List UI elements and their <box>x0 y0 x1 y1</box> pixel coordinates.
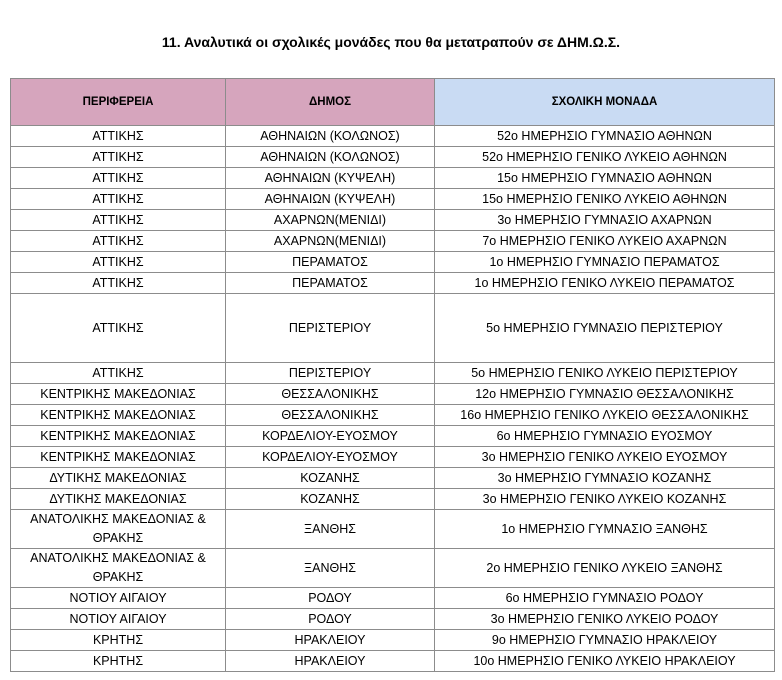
table-row <box>11 363 775 384</box>
cell-dimos: ΑΘΗΝΑΙΩΝ (ΚΥΨΕΛΗ) <box>226 189 435 210</box>
cell-dimos: ΑΘΗΝΑΙΩΝ (ΚΟΛΩΝΟΣ) <box>226 147 435 168</box>
table-row <box>11 549 775 588</box>
cell-dimos: ΠΕΡΑΜΑΤΟΣ <box>226 273 435 294</box>
cell-region: ΑΤΤΙΚΗΣ <box>11 147 226 168</box>
table-row <box>11 126 775 147</box>
cell-region: ΑΤΤΙΚΗΣ <box>11 363 226 384</box>
cell-school: 1ο ΗΜΕΡΗΣΙΟ ΓΕΝΙΚΟ ΛΥΚΕΙΟ ΠΕΡΑΜΑΤΟΣ <box>435 273 775 294</box>
cell-region: ΔΥΤΙΚΗΣ ΜΑΚΕΔΟΝΙΑΣ <box>11 489 226 510</box>
table-header-row <box>11 79 775 126</box>
cell-region: ΑΤΤΙΚΗΣ <box>11 231 226 252</box>
cell-school: 3ο ΗΜΕΡΗΣΙΟ ΓΕΝΙΚΟ ΛΥΚΕΙΟ ΕΥΟΣΜΟΥ <box>435 447 775 468</box>
cell-region: ΑΤΤΙΚΗΣ <box>11 210 226 231</box>
cell-region: ΑΤΤΙΚΗΣ <box>11 273 226 294</box>
schools-table <box>10 78 775 672</box>
cell-school: 6ο ΗΜΕΡΗΣΙΟ ΓΥΜΝΑΣΙΟ ΡΟΔΟΥ <box>435 588 775 609</box>
cell-region: ΑΤΤΙΚΗΣ <box>11 126 226 147</box>
cell-region: ΔΥΤΙΚΗΣ ΜΑΚΕΔΟΝΙΑΣ <box>11 468 226 489</box>
cell-dimos: ΗΡΑΚΛΕΙΟΥ <box>226 651 435 672</box>
cell-dimos: ΠΕΡΙΣΤΕΡΙΟΥ <box>226 294 435 363</box>
cell-school: 16ο ΗΜΕΡΗΣΙΟ ΓΕΝΙΚΟ ΛΥΚΕΙΟ ΘΕΣΣΑΛΟΝΙΚΗΣ <box>435 405 775 426</box>
cell-school: 9ο ΗΜΕΡΗΣΙΟ ΓΥΜΝΑΣΙΟ ΗΡΑΚΛΕΙΟΥ <box>435 630 775 651</box>
cell-region: ΚΡΗΤΗΣ <box>11 651 226 672</box>
cell-school: 52ο ΗΜΕΡΗΣΙΟ ΓΥΜΝΑΣΙΟ ΑΘΗΝΩΝ <box>435 126 775 147</box>
table-row <box>11 447 775 468</box>
cell-dimos: ΑΘΗΝΑΙΩΝ (ΚΟΛΩΝΟΣ) <box>226 126 435 147</box>
cell-school: 7ο ΗΜΕΡΗΣΙΟ ΓΕΝΙΚΟ ΛΥΚΕΙΟ ΑΧΑΡΝΩΝ <box>435 231 775 252</box>
table-row <box>11 630 775 651</box>
cell-region: ΝΟΤΙΟΥ ΑΙΓΑΙΟΥ <box>11 588 226 609</box>
table-row <box>11 426 775 447</box>
table-row <box>11 510 775 549</box>
cell-school: 3ο ΗΜΕΡΗΣΙΟ ΓΕΝΙΚΟ ΛΥΚΕΙΟ ΚΟΖΑΝΗΣ <box>435 489 775 510</box>
cell-school: 1ο ΗΜΕΡΗΣΙΟ ΓΥΜΝΑΣΙΟ ΞΑΝΘΗΣ <box>435 510 775 549</box>
cell-dimos: ΚΟΖΑΝΗΣ <box>226 489 435 510</box>
cell-school: 3ο ΗΜΕΡΗΣΙΟ ΓΕΝΙΚΟ ΛΥΚΕΙΟ ΡΟΔΟΥ <box>435 609 775 630</box>
cell-dimos: ΘΕΣΣΑΛΟΝΙΚΗΣ <box>226 405 435 426</box>
cell-school: 5ο ΗΜΕΡΗΣΙΟ ΓΕΝΙΚΟ ΛΥΚΕΙΟ ΠΕΡΙΣΤΕΡΙΟΥ <box>435 363 775 384</box>
cell-dimos: ΡΟΔΟΥ <box>226 609 435 630</box>
cell-dimos: ΚΟΖΑΝΗΣ <box>226 468 435 489</box>
cell-region: ΑΤΤΙΚΗΣ <box>11 189 226 210</box>
page-title: 11. Αναλυτικά οι σχολικές μονάδες που θα μετατραπούν σε ΔΗΜ.Ω.Σ. <box>161 34 621 50</box>
table-row <box>11 489 775 510</box>
cell-dimos: ΠΕΡΑΜΑΤΟΣ <box>226 252 435 273</box>
cell-dimos: ΚΟΡΔΕΛΙΟΥ-ΕΥΟΣΜΟΥ <box>226 447 435 468</box>
cell-region: ΚΕΝΤΡΙΚΗΣ ΜΑΚΕΔΟΝΙΑΣ <box>11 384 226 405</box>
table-row <box>11 588 775 609</box>
header-region: ΠΕΡΙΦΕΡΕΙΑ <box>11 79 226 126</box>
cell-dimos: ΠΕΡΙΣΤΕΡΙΟΥ <box>226 363 435 384</box>
cell-school: 12ο ΗΜΕΡΗΣΙΟ ΓΥΜΝΑΣΙΟ ΘΕΣΣΑΛΟΝΙΚΗΣ <box>435 384 775 405</box>
cell-school: 15ο ΗΜΕΡΗΣΙΟ ΓΥΜΝΑΣΙΟ ΑΘΗΝΩΝ <box>435 168 775 189</box>
cell-school: 2ο ΗΜΕΡΗΣΙΟ ΓΕΝΙΚΟ ΛΥΚΕΙΟ ΞΑΝΘΗΣ <box>435 549 775 588</box>
cell-dimos: ΡΟΔΟΥ <box>226 588 435 609</box>
cell-region: ΚΕΝΤΡΙΚΗΣ ΜΑΚΕΔΟΝΙΑΣ <box>11 426 226 447</box>
header-school: ΣΧΟΛΙΚΗ ΜΟΝΑΔΑ <box>435 79 775 126</box>
cell-region: ΝΟΤΙΟΥ ΑΙΓΑΙΟΥ <box>11 609 226 630</box>
cell-dimos: ΞΑΝΘΗΣ <box>226 510 435 549</box>
cell-region: ΚΕΝΤΡΙΚΗΣ ΜΑΚΕΔΟΝΙΑΣ <box>11 405 226 426</box>
table-row <box>11 384 775 405</box>
cell-school: 6ο ΗΜΕΡΗΣΙΟ ΓΥΜΝΑΣΙΟ ΕΥΟΣΜΟΥ <box>435 426 775 447</box>
table-row <box>11 231 775 252</box>
cell-region: ΑΤΤΙΚΗΣ <box>11 294 226 363</box>
cell-dimos: ΑΘΗΝΑΙΩΝ (ΚΥΨΕΛΗ) <box>226 168 435 189</box>
header-dimos: ΔΗΜΟΣ <box>226 79 435 126</box>
cell-school: 52ο ΗΜΕΡΗΣΙΟ ΓΕΝΙΚΟ ΛΥΚΕΙΟ ΑΘΗΝΩΝ <box>435 147 775 168</box>
table-row <box>11 609 775 630</box>
cell-dimos: ΘΕΣΣΑΛΟΝΙΚΗΣ <box>226 384 435 405</box>
cell-region: ΑΤΤΙΚΗΣ <box>11 168 226 189</box>
table-row <box>11 189 775 210</box>
cell-dimos: ΑΧΑΡΝΩΝ(ΜΕΝΙΔΙ) <box>226 231 435 252</box>
cell-school: 1ο ΗΜΕΡΗΣΙΟ ΓΥΜΝΑΣΙΟ ΠΕΡΑΜΑΤΟΣ <box>435 252 775 273</box>
table-row <box>11 468 775 489</box>
table-row <box>11 651 775 672</box>
cell-region: ΑΤΤΙΚΗΣ <box>11 252 226 273</box>
cell-school: 15ο ΗΜΕΡΗΣΙΟ ΓΕΝΙΚΟ ΛΥΚΕΙΟ ΑΘΗΝΩΝ <box>435 189 775 210</box>
cell-dimos: ΚΟΡΔΕΛΙΟΥ-ΕΥΟΣΜΟΥ <box>226 426 435 447</box>
cell-school: 3ο ΗΜΕΡΗΣΙΟ ΓΥΜΝΑΣΙΟ ΚΟΖΑΝΗΣ <box>435 468 775 489</box>
cell-region: ΚΕΝΤΡΙΚΗΣ ΜΑΚΕΔΟΝΙΑΣ <box>11 447 226 468</box>
cell-region: ΑΝΑΤΟΛΙΚΗΣ ΜΑΚΕΔΟΝΙΑΣ & ΘΡΑΚΗΣ <box>11 549 226 588</box>
cell-dimos: ΗΡΑΚΛΕΙΟΥ <box>226 630 435 651</box>
table-row <box>11 147 775 168</box>
cell-region: ΚΡΗΤΗΣ <box>11 630 226 651</box>
table-row <box>11 294 775 363</box>
table-row <box>11 210 775 231</box>
table-row <box>11 273 775 294</box>
cell-dimos: ΑΧΑΡΝΩΝ(ΜΕΝΙΔΙ) <box>226 210 435 231</box>
cell-school: 10ο ΗΜΕΡΗΣΙΟ ΓΕΝΙΚΟ ΛΥΚΕΙΟ ΗΡΑΚΛΕΙΟΥ <box>435 651 775 672</box>
table-row <box>11 168 775 189</box>
table-row <box>11 252 775 273</box>
cell-region: ΑΝΑΤΟΛΙΚΗΣ ΜΑΚΕΔΟΝΙΑΣ & ΘΡΑΚΗΣ <box>11 510 226 549</box>
cell-dimos: ΞΑΝΘΗΣ <box>226 549 435 588</box>
cell-school: 5ο ΗΜΕΡΗΣΙΟ ΓΥΜΝΑΣΙΟ ΠΕΡΙΣΤΕΡΙΟΥ <box>435 294 775 363</box>
table-row <box>11 405 775 426</box>
cell-school: 3ο ΗΜΕΡΗΣΙΟ ΓΥΜΝΑΣΙΟ ΑΧΑΡΝΩΝ <box>435 210 775 231</box>
